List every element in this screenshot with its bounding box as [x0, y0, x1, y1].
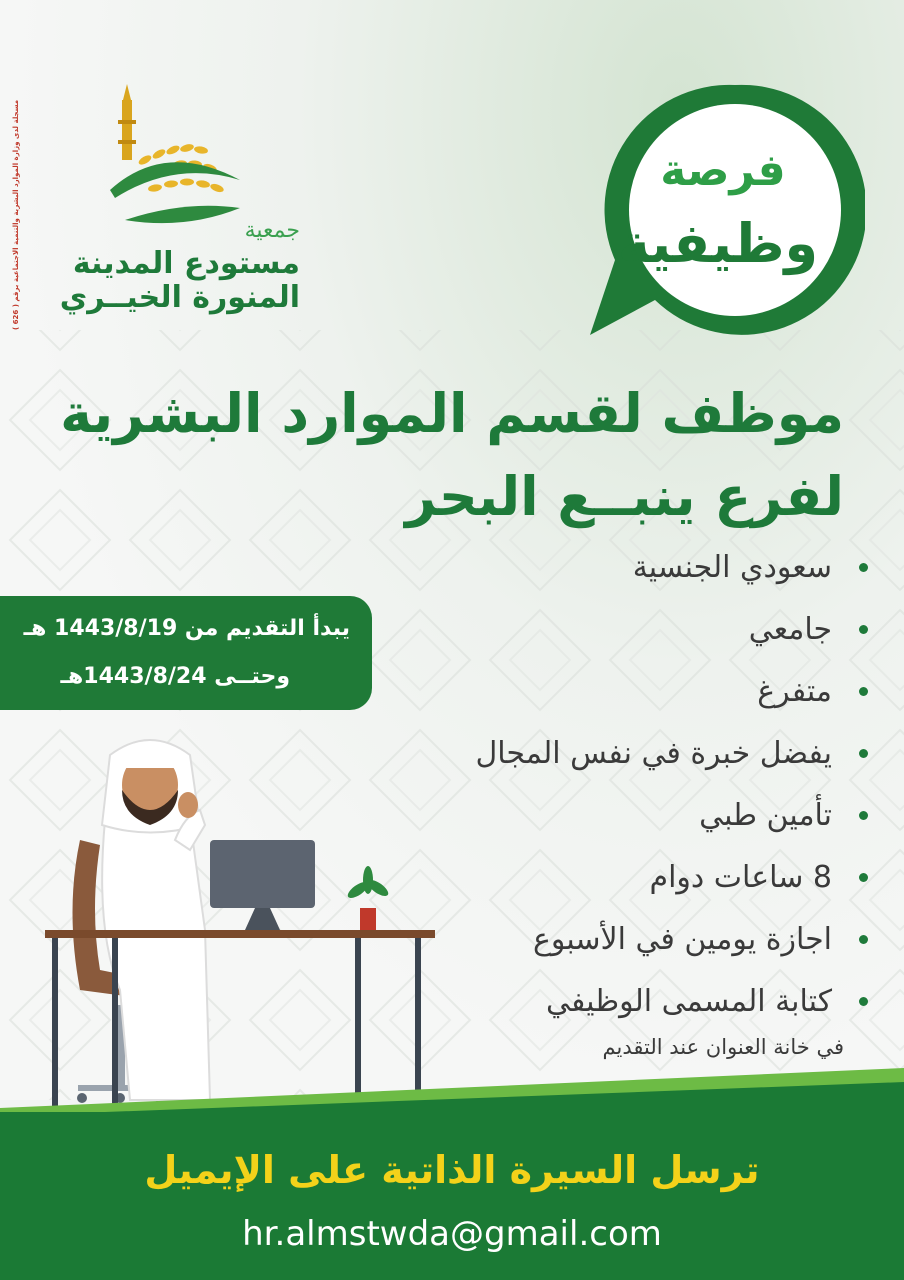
application-end-date: وحتــى 1443/8/24هـ	[60, 664, 290, 689]
bullet-icon	[859, 811, 868, 820]
job-branch: لفرع ينبــع البحر	[405, 465, 844, 528]
bubble-line-1: فرصة	[660, 145, 786, 196]
logo-line-3: المنورة الخيــري	[59, 280, 300, 315]
office-worker-illustration	[40, 730, 460, 1110]
list-item: يفضل خبرة في نفس المجال	[398, 734, 868, 796]
list-item: متفرغ	[398, 672, 868, 734]
application-dates-box	[0, 596, 372, 710]
job-title: موظف لقسم الموارد البشرية	[60, 382, 844, 445]
logo-line-2: مستودع المدينة	[72, 246, 300, 281]
bullet-icon	[859, 687, 868, 696]
list-item: كتابة المسمى الوظيفي	[398, 982, 868, 1044]
bullet-icon	[859, 625, 868, 634]
application-start-date: يبدأ التقديم من 1443/8/19 هـ	[23, 616, 350, 641]
requirements-list	[398, 548, 868, 1044]
contact-email[interactable]: hr.almstwda@gmail.com	[242, 1214, 662, 1254]
list-item: تأمين طبي	[398, 796, 868, 858]
requirement-note: في خانة العنوان عند التقديم	[602, 1035, 844, 1059]
bullet-icon	[859, 873, 868, 882]
footer	[0, 1112, 904, 1280]
bullet-icon	[859, 997, 868, 1006]
list-item: 8 ساعات دوام	[398, 858, 868, 920]
bubble-line-2: وظيفية	[618, 212, 819, 275]
list-item: اجازة يومين في الأسبوع	[398, 920, 868, 982]
bullet-icon	[859, 749, 868, 758]
registration-note: مسجلة لدى وزارة الموارد البشرية والتنمية الاجتماعية برقم ( 626 )	[12, 99, 20, 330]
bullet-icon	[859, 935, 868, 944]
logo-line-1: جمعية	[244, 218, 300, 243]
speech-bubble	[585, 80, 865, 340]
bullet-icon	[859, 563, 868, 572]
list-item: سعودي الجنسية	[398, 548, 868, 610]
list-item: جامعي	[398, 610, 868, 672]
footer-title: ترسل السيرة الذاتية على الإيميل	[144, 1148, 760, 1192]
